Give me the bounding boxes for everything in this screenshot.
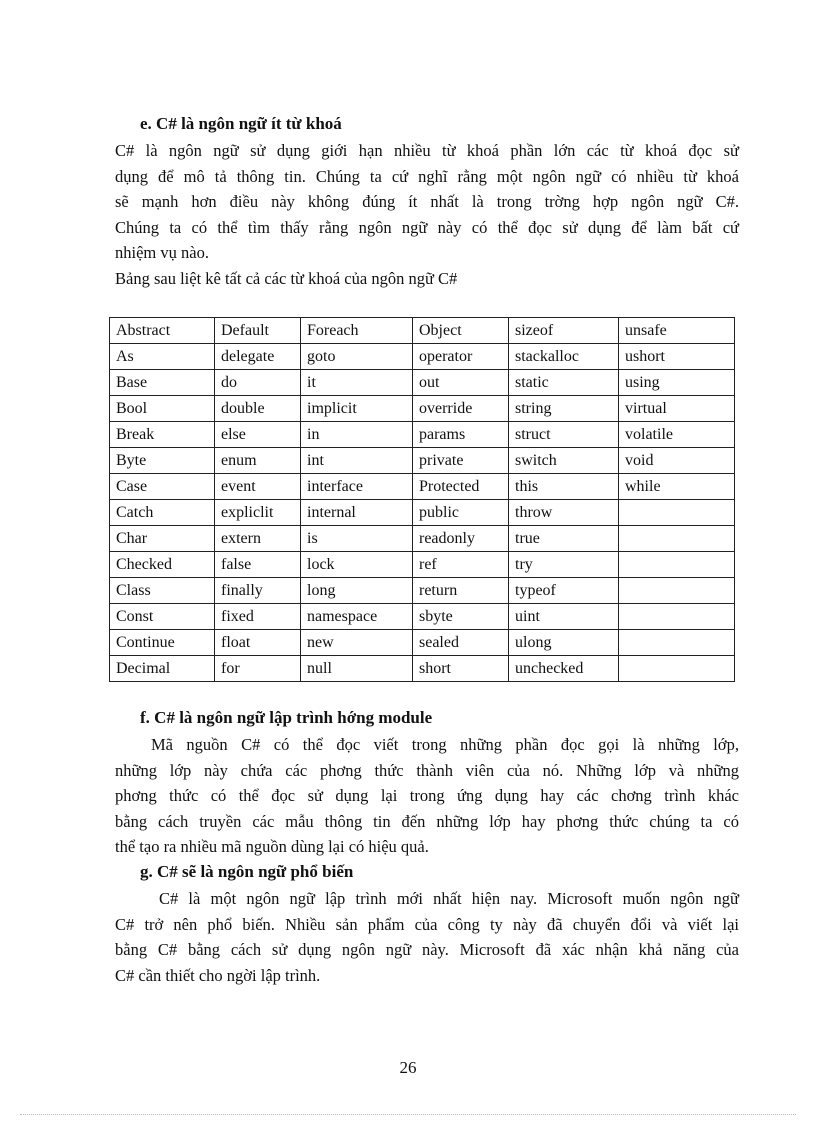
table-cell: interface: [301, 474, 413, 500]
page-number: 26: [399, 1058, 417, 1077]
paragraph-line: bằng C# bằng cách sử dụng ngôn ngữ này. Microsoft đã xác nhận khả năng của: [115, 940, 739, 959]
table-row: [110, 604, 735, 630]
paragraph-line: Mã nguồn C# có thể đọc viết trong những phần đọc gọi là những lớp,: [151, 735, 739, 754]
table-cell: using: [619, 370, 735, 396]
table-cell: return: [413, 578, 509, 604]
table-cell: Foreach: [301, 318, 413, 344]
table-cell: void: [619, 448, 735, 474]
table-cell: double: [215, 396, 301, 422]
section-f-heading: f. C# là ngôn ngữ lập trình hớng module: [140, 708, 433, 727]
paragraph-line: dụng để mô tả thông tin. Chúng ta cứ nghĩ rằng một ngôn ngữ có nhiều từ khoá: [115, 166, 739, 186]
table-cell: Const: [110, 604, 215, 630]
table-cell: Protected: [413, 474, 509, 500]
table-cell: short: [413, 656, 509, 682]
table-cell: Continue: [110, 630, 215, 656]
table-cell: Default: [215, 318, 301, 344]
table-cell: ushort: [619, 344, 735, 370]
table-cell: typeof: [509, 578, 619, 604]
table-cell: volatile: [619, 422, 735, 448]
table-cell: sbyte: [413, 604, 509, 630]
table-cell: else: [215, 422, 301, 448]
table-cell: operator: [413, 344, 509, 370]
paragraph-line: sẽ mạnh hơn điều này không đúng ít nhất là trong trờng hợp ngôn ngữ C#.: [115, 192, 739, 211]
table-cell: switch: [509, 448, 619, 474]
table-cell: goto: [301, 344, 413, 370]
table-row: [110, 370, 735, 396]
paragraph-line: C# cần thiết cho ngời lập trình.: [115, 965, 321, 985]
table-cell: [619, 500, 735, 526]
table-cell: throw: [509, 500, 619, 526]
table-cell: new: [301, 630, 413, 656]
table-cell: [619, 630, 735, 656]
table-cell: sizeof: [509, 318, 619, 344]
section-f-paragraph: [115, 732, 739, 860]
table-cell: Checked: [110, 552, 215, 578]
table-cell: [619, 578, 735, 604]
table-cell: null: [301, 656, 413, 682]
paragraph-line: C# là một ngôn ngữ lập trình mới nhất hiện nay. Microsoft muốn ngôn ngữ: [159, 889, 739, 908]
table-cell: sealed: [413, 630, 509, 656]
footer-dotted-line: [20, 1114, 796, 1115]
table-cell: Case: [110, 474, 215, 500]
table-cell: [619, 526, 735, 552]
table-cell: override: [413, 396, 509, 422]
table-cell: event: [215, 474, 301, 500]
table-cell: string: [509, 396, 619, 422]
table-cell: finally: [215, 578, 301, 604]
table-cell: lock: [301, 552, 413, 578]
table-cell: Catch: [110, 500, 215, 526]
table-cell: out: [413, 370, 509, 396]
paragraph-line: phơng thức có thể đọc sử dụng lại trong ứng dụng hay các chơng trình khác: [115, 786, 739, 805]
table-cell: in: [301, 422, 413, 448]
table-row: [110, 474, 735, 500]
table-cell: readonly: [413, 526, 509, 552]
table-cell: ref: [413, 552, 509, 578]
table-cell: false: [215, 552, 301, 578]
table-cell: As: [110, 344, 215, 370]
table-cell: extern: [215, 526, 301, 552]
table-cell: Break: [110, 422, 215, 448]
table-cell: is: [301, 526, 413, 552]
table-cell: public: [413, 500, 509, 526]
table-cell: unsafe: [619, 318, 735, 344]
table-cell: try: [509, 552, 619, 578]
table-cell: [619, 604, 735, 630]
paragraph-line: C# là ngôn ngữ sử dụng giới hạn nhiều từ khoá phần lớn các từ khoá đọc sử: [115, 141, 739, 160]
table-cell: fixed: [215, 604, 301, 630]
table-row: [110, 526, 735, 552]
table-cell: static: [509, 370, 619, 396]
table-cell: implicit: [301, 396, 413, 422]
table-row: [110, 448, 735, 474]
table-cell: while: [619, 474, 735, 500]
table-cell: uint: [509, 604, 619, 630]
section-g-heading: g. C# sẽ là ngôn ngữ phổ biến: [140, 862, 354, 881]
table-row: [110, 630, 735, 656]
table-cell: unchecked: [509, 656, 619, 682]
table-cell: stackalloc: [509, 344, 619, 370]
table-cell: enum: [215, 448, 301, 474]
table-cell: ulong: [509, 630, 619, 656]
table-row: [110, 422, 735, 448]
table-cell: params: [413, 422, 509, 448]
table-cell: namespace: [301, 604, 413, 630]
paragraph-line: nhiệm vụ nào.: [115, 243, 209, 262]
table-cell: Abstract: [110, 318, 215, 344]
section-e-heading: e. C# là ngôn ngữ ít từ khoá: [140, 114, 342, 133]
paragraph-line: bằng cách truyền các mẫu thông tin đến những lớp hay phơng thức chúng ta có: [115, 811, 739, 831]
table-cell: [619, 552, 735, 578]
table-row: [110, 552, 735, 578]
table-cell: Bool: [110, 396, 215, 422]
table-row: [110, 656, 735, 682]
table-cell: for: [215, 656, 301, 682]
table-row: [110, 578, 735, 604]
table-cell: virtual: [619, 396, 735, 422]
section-g-paragraph: [115, 886, 739, 988]
table-cell: private: [413, 448, 509, 474]
table-cell: Base: [110, 370, 215, 396]
table-cell: internal: [301, 500, 413, 526]
table-cell: it: [301, 370, 413, 396]
paragraph-line: C# trở nên phổ biến. Nhiều sản phẩm của công ty này đã chuyển đổi và viết lại: [115, 914, 739, 934]
keyword-table-body: [110, 318, 735, 682]
section-e-paragraph: [115, 138, 739, 291]
table-cell: Decimal: [110, 656, 215, 682]
table-intro: Bảng sau liệt kê tất cả các từ khoá của ngôn ngữ C#: [115, 268, 458, 288]
table-cell: struct: [509, 422, 619, 448]
table-cell: expliclit: [215, 500, 301, 526]
table-row: [110, 396, 735, 422]
table-cell: [619, 656, 735, 682]
table-cell: Class: [110, 578, 215, 604]
table-row: [110, 344, 735, 370]
table-cell: true: [509, 526, 619, 552]
paragraph-line: thể tạo ra nhiều mã nguồn dùng lại có hiệu quả.: [115, 837, 429, 856]
table-cell: this: [509, 474, 619, 500]
table-cell: Object: [413, 318, 509, 344]
paragraph-line: Chúng ta có thể tìm thấy rằng ngôn ngữ này có thể đọc sử dụng để làm bất cứ: [115, 217, 739, 237]
table-row: [110, 500, 735, 526]
table-cell: Byte: [110, 448, 215, 474]
table-cell: float: [215, 630, 301, 656]
table-cell: delegate: [215, 344, 301, 370]
keyword-table: [109, 317, 735, 682]
paragraph-line: những lớp này chứa các phơng thức thành viên của nó. Những lớp và những: [115, 760, 739, 780]
table-cell: Char: [110, 526, 215, 552]
table-cell: do: [215, 370, 301, 396]
table-cell: int: [301, 448, 413, 474]
table-row: [110, 318, 735, 344]
table-cell: long: [301, 578, 413, 604]
